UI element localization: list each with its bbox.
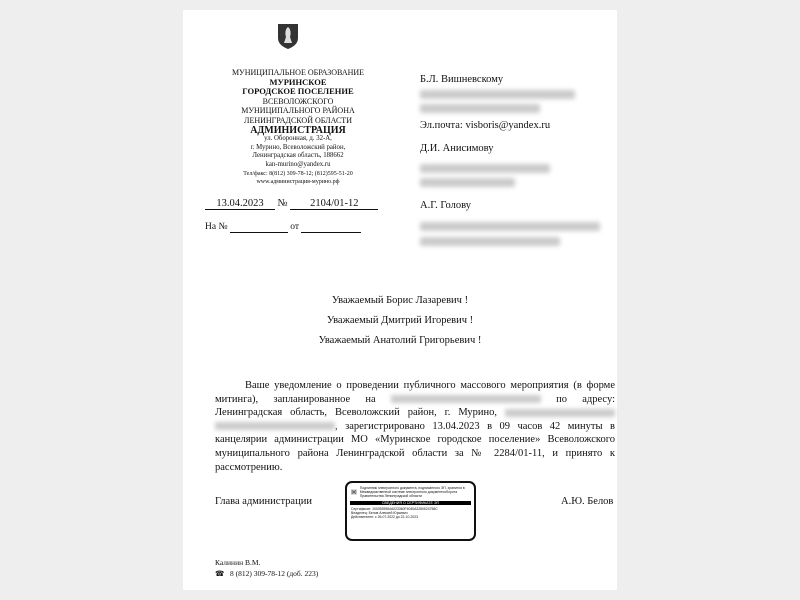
signer-position: Глава администрации bbox=[215, 496, 312, 507]
greeting: Уважаемый Анатолий Григорьевич ! bbox=[318, 335, 482, 346]
outgoing-date: 13.04.2023 bbox=[205, 198, 275, 210]
redacted-address bbox=[420, 237, 560, 246]
ref-label: На № bbox=[205, 222, 228, 232]
body-text: , зарегистрировано 13.04.2023 в 09 часов 42 минуты в канцелярии администрации МО «Муринское городское поселение» Всеволожского муниципального района Ленинградской области за № 2284/01-11, и принято к рассмотрению. bbox=[215, 420, 615, 473]
header-line: МУНИЦИПАЛЬНОЕ ОБРАЗОВАНИЕ bbox=[231, 68, 365, 77]
header-line: ВСЕВОЛОЖСКОГО bbox=[262, 96, 334, 106]
address-line: Ленинградская область, 188662 bbox=[252, 152, 344, 160]
header-line: МУРИНСКОЕ bbox=[269, 76, 327, 87]
phone-fax: Тел/факс: 8(812) 309-78-12; (812)595-51-20 bbox=[243, 170, 353, 177]
stamp-owner: Владелец: Белов Алексей Юрьевич bbox=[351, 511, 408, 516]
phone-icon: ☎ bbox=[215, 569, 225, 578]
recipient-email: Эл.почта: visboris@yandex.ru bbox=[420, 120, 551, 131]
redacted-address bbox=[420, 164, 550, 173]
address-line: ул. Оборонная, д. 32-А, bbox=[264, 135, 332, 143]
body-text: Ваше уведомление о проведении публичного массового мероприятия (в форме митинга), запланированное на bbox=[215, 380, 615, 405]
greeting: Уважаемый Дмитрий Игоревич ! bbox=[326, 315, 474, 326]
redacted-address bbox=[420, 90, 575, 99]
header-line: ГОРОДСКОЕ ПОСЕЛЕНИЕ bbox=[242, 86, 354, 97]
greeting: Уважаемый Борис Лазаревич ! bbox=[331, 295, 469, 306]
signature-emblem-icon bbox=[351, 486, 357, 498]
redacted-place bbox=[215, 422, 335, 430]
executor-phone: 8 (812) 309-78-12 (доб. 223) bbox=[229, 569, 319, 578]
redacted-address bbox=[420, 104, 540, 113]
outgoing-number bbox=[205, 198, 395, 210]
redacted-place bbox=[505, 409, 615, 417]
body-text: по адресу: Ленинградская область, Всеволожский район, г. Мурино, bbox=[215, 393, 615, 419]
executor-name: Калинин В.М. bbox=[215, 558, 261, 567]
email: kan-murino@yandex.ru bbox=[265, 160, 331, 168]
website: www.администрация-мурино.рф bbox=[256, 179, 340, 186]
digital-signature-stamp bbox=[345, 481, 476, 541]
sender-header bbox=[203, 68, 393, 187]
header-line: МУНИЦИПАЛЬНОГО РАЙОНА bbox=[241, 106, 355, 116]
signer-name: А.Ю. Белов bbox=[561, 496, 614, 507]
stamp-cert: Сертификат: 1000539984A023360F4040A2280524758C bbox=[351, 506, 438, 511]
header-line: АДМИНИСТРАЦИЯ bbox=[250, 124, 346, 136]
redacted-address bbox=[420, 222, 600, 231]
outgoing-reg-number: 2104/01-12 bbox=[290, 198, 378, 210]
reference-number bbox=[205, 222, 395, 233]
stamp-validity: Действителен: с 26-07-2022 до 22-10-2023 bbox=[351, 515, 419, 520]
stamp-title: СВЕДЕНИЯ О СЕРТИФИКАТЕ ЭП bbox=[350, 501, 471, 505]
address-line: г. Мурино, Всеволожский район, bbox=[250, 143, 346, 151]
redacted-date bbox=[391, 395, 541, 403]
ref-from-label: от bbox=[290, 222, 300, 232]
recipient-name: Д.И. Анисимову bbox=[420, 143, 494, 154]
header-line: ЛЕНИНГРАДСКОЙ ОБЛАСТИ bbox=[244, 115, 352, 125]
redacted-address bbox=[420, 178, 515, 187]
coat-of-arms-icon bbox=[276, 22, 300, 50]
letter-body bbox=[215, 379, 615, 474]
no-label: № bbox=[277, 198, 288, 209]
stamp-text: Подлинник электронного документа, подписанного ЭП, хранится в Межведомственной системе электронного документооборота Правительства Ленинградской области bbox=[359, 486, 465, 499]
recipient-name: Б.Л. Вишневскому bbox=[420, 74, 504, 85]
letter-page bbox=[183, 10, 617, 590]
recipient-name: А.Г. Голову bbox=[420, 200, 471, 211]
